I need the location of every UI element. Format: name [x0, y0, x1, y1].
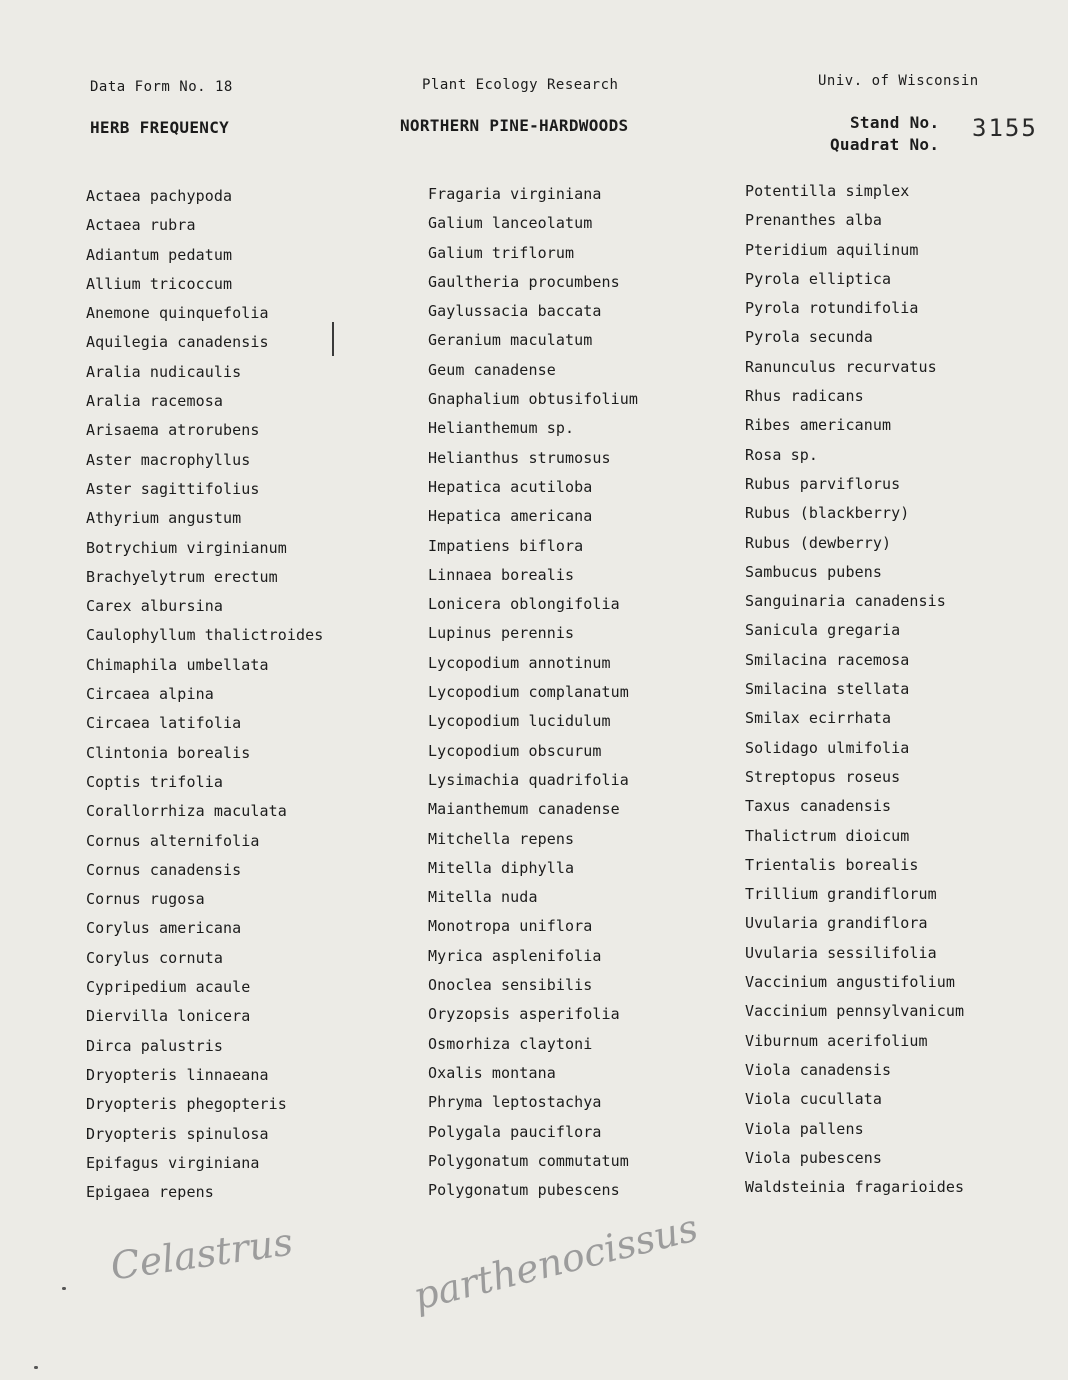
species-item: Dryopteris spinulosa: [86, 1124, 269, 1143]
species-item: Mitella nuda: [428, 888, 538, 907]
species-item: Lycopodium obscurum: [428, 741, 602, 760]
species-item: Corallorrhiza maculata: [86, 802, 287, 821]
species-item: Dryopteris linnaeana: [86, 1065, 269, 1084]
species-item: Lonicera oblongifolia: [428, 595, 620, 614]
species-item: Adiantum pedatum: [86, 245, 233, 264]
species-item: Pyrola elliptica: [745, 269, 892, 288]
species-item: Myrica asplenifolia: [428, 946, 602, 965]
species-item: Solidago ulmifolia: [745, 738, 910, 757]
species-item: Fragaria virginiana: [428, 185, 602, 203]
species-item: Cornus canadensis: [86, 860, 242, 879]
species-item: Vaccinium angustifolium: [745, 973, 956, 992]
handwritten-note-2: parthenocissus: [409, 1205, 703, 1319]
species-item: Diervilla lonicera: [86, 1007, 251, 1026]
species-item: Aralia nudicaulis: [86, 362, 242, 381]
species-item: Monotropa uniflora: [428, 917, 593, 936]
species-item: Aster macrophyllus: [86, 450, 251, 469]
species-item: Rubus (blackberry): [745, 504, 910, 523]
species-item: Pteridium aquilinum: [745, 240, 919, 259]
form-number: Data Form No. 18: [90, 79, 233, 95]
species-item: Impatiens biflora: [428, 536, 584, 555]
species-item: Osmorhiza claytoni: [428, 1034, 593, 1053]
species-item: Mitella diphylla: [428, 858, 575, 877]
species-item: Rosa sp.: [745, 445, 819, 464]
species-item: Epifagus virginiana: [86, 1153, 260, 1172]
species-item: Uvularia grandiflora: [745, 914, 928, 933]
species-column-3: [745, 177, 1045, 1202]
species-item: Onoclea sensibilis: [428, 976, 593, 995]
species-item: Anemone quinquefolia: [86, 304, 269, 323]
species-item: Allium tricoccum: [86, 274, 233, 293]
species-item: Sambucus pubens: [745, 562, 882, 581]
quadrat-label: Quadrat No.: [830, 135, 940, 154]
species-item: Circaea alpina: [86, 685, 214, 704]
species-item: Viola pallens: [745, 1119, 864, 1138]
species-item: Trillium grandiflorum: [745, 885, 937, 904]
species-column-1: [86, 182, 386, 1207]
species-item: Gaultheria procumbens: [428, 272, 620, 291]
species-item: Viola pubescens: [745, 1148, 882, 1167]
paper-speck: [62, 1287, 66, 1290]
species-item: Smilacina stellata: [745, 680, 910, 699]
species-item: Galium lanceolatum: [428, 214, 593, 233]
species-item: Corylus cornuta: [86, 948, 223, 967]
community-title: NORTHERN PINE-HARDWOODS: [400, 116, 629, 135]
species-item: Lycopodium annotinum: [428, 653, 611, 672]
stand-label: Stand No.: [850, 113, 940, 132]
paper-speck: [34, 1366, 38, 1369]
species-item: Maianthemum canadense: [428, 800, 620, 819]
species-item: Dirca palustris: [86, 1036, 223, 1055]
species-item: Aquilegia canadensis: [86, 333, 269, 352]
species-item: Athyrium angustum: [86, 509, 242, 528]
species-item: Cornus alternifolia: [86, 831, 260, 850]
pencil-tick-mark: [332, 322, 334, 356]
species-item: Circaea latifolia: [86, 714, 242, 733]
species-item: Rubus parviflorus: [745, 474, 901, 493]
species-item: Lysimachia quadrifolia: [428, 770, 629, 789]
species-item: Sanicula gregaria: [745, 621, 901, 640]
species-item: Pyrola rotundifolia: [745, 299, 919, 318]
species-item: Ranunculus recurvatus: [745, 357, 937, 376]
species-item: Smilacina racemosa: [745, 650, 910, 669]
species-item: Waldsteinia fragarioides: [745, 1178, 965, 1197]
species-item: Streptopus roseus: [745, 767, 901, 786]
species-item: Epigaea repens: [86, 1183, 214, 1202]
species-item: Oryzopsis asperifolia: [428, 1005, 620, 1024]
species-item: Prenanthes alba: [745, 211, 882, 230]
species-item: Rhus radicans: [745, 387, 864, 406]
species-item: Brachyelytrum erectum: [86, 567, 278, 586]
species-item: Lycopodium complanatum: [428, 683, 629, 702]
species-item: Hepatica acutiloba: [428, 477, 593, 496]
species-item: Lycopodium lucidulum: [428, 712, 611, 731]
species-item: Helianthus strumosus: [428, 448, 611, 467]
species-item: Trientalis borealis: [745, 855, 919, 874]
species-item: Actaea pachypoda: [86, 187, 233, 205]
species-item: Lupinus perennis: [428, 624, 575, 643]
species-item: Arisaema atrorubens: [86, 421, 260, 440]
species-item: Botrychium virginianum: [86, 538, 287, 557]
species-item: Clintonia borealis: [86, 743, 251, 762]
species-item: Smilax ecirrhata: [745, 709, 892, 728]
species-item: Polygonatum commutatum: [428, 1151, 629, 1170]
species-item: Viburnum acerifolium: [745, 1031, 928, 1050]
species-item: Dryopteris phegopteris: [86, 1095, 287, 1114]
species-item: Galium triflorum: [428, 243, 575, 262]
species-item: Aster sagittifolius: [86, 479, 260, 498]
species-item: Polygala pauciflora: [428, 1122, 602, 1141]
stand-number: 3155: [972, 114, 1038, 142]
species-column-2: [428, 180, 728, 1205]
species-item: Corylus americana: [86, 919, 242, 938]
species-item: Geum canadense: [428, 360, 556, 379]
species-item: Viola cucullata: [745, 1090, 882, 1109]
species-item: Cypripedium acaule: [86, 978, 251, 997]
species-item: Caulophyllum thalictroides: [86, 626, 324, 645]
species-item: Sanguinaria canadensis: [745, 592, 946, 611]
species-item: Uvularia sessilifolia: [745, 943, 937, 962]
species-item: Ribes americanum: [745, 416, 892, 435]
species-item: Oxalis montana: [428, 1063, 556, 1082]
species-item: Vaccinium pennsylvanicum: [745, 1002, 965, 1021]
species-item: Polygonatum pubescens: [428, 1181, 620, 1200]
species-item: Phryma leptostachya: [428, 1093, 602, 1112]
species-item: Gnaphalium obtusifolium: [428, 390, 639, 409]
organization: Plant Ecology Research: [422, 77, 619, 93]
species-item: Rubus (dewberry): [745, 533, 892, 552]
species-item: Coptis trifolia: [86, 772, 223, 791]
species-item: Pyrola secunda: [745, 328, 873, 347]
species-item: Thalictrum dioicum: [745, 826, 910, 845]
species-item: Potentilla simplex: [745, 182, 910, 200]
species-item: Helianthemum sp.: [428, 419, 575, 438]
species-item: Actaea rubra: [86, 216, 196, 235]
species-item: Geranium maculatum: [428, 331, 593, 350]
species-item: Hepatica americana: [428, 507, 593, 526]
species-item: Taxus canadensis: [745, 797, 892, 816]
form-title: HERB FREQUENCY: [90, 118, 230, 137]
species-item: Gaylussacia baccata: [428, 302, 602, 321]
species-item: Linnaea borealis: [428, 565, 575, 584]
university: Univ. of Wisconsin: [818, 73, 979, 89]
species-item: Carex albursina: [86, 597, 223, 616]
species-item: Cornus rugosa: [86, 890, 205, 909]
species-item: Chimaphila umbellata: [86, 655, 269, 674]
species-item: Viola canadensis: [745, 1060, 892, 1079]
handwritten-note-1: Celastrus: [107, 1219, 296, 1289]
species-item: Mitchella repens: [428, 829, 575, 848]
species-item: Aralia racemosa: [86, 392, 223, 411]
